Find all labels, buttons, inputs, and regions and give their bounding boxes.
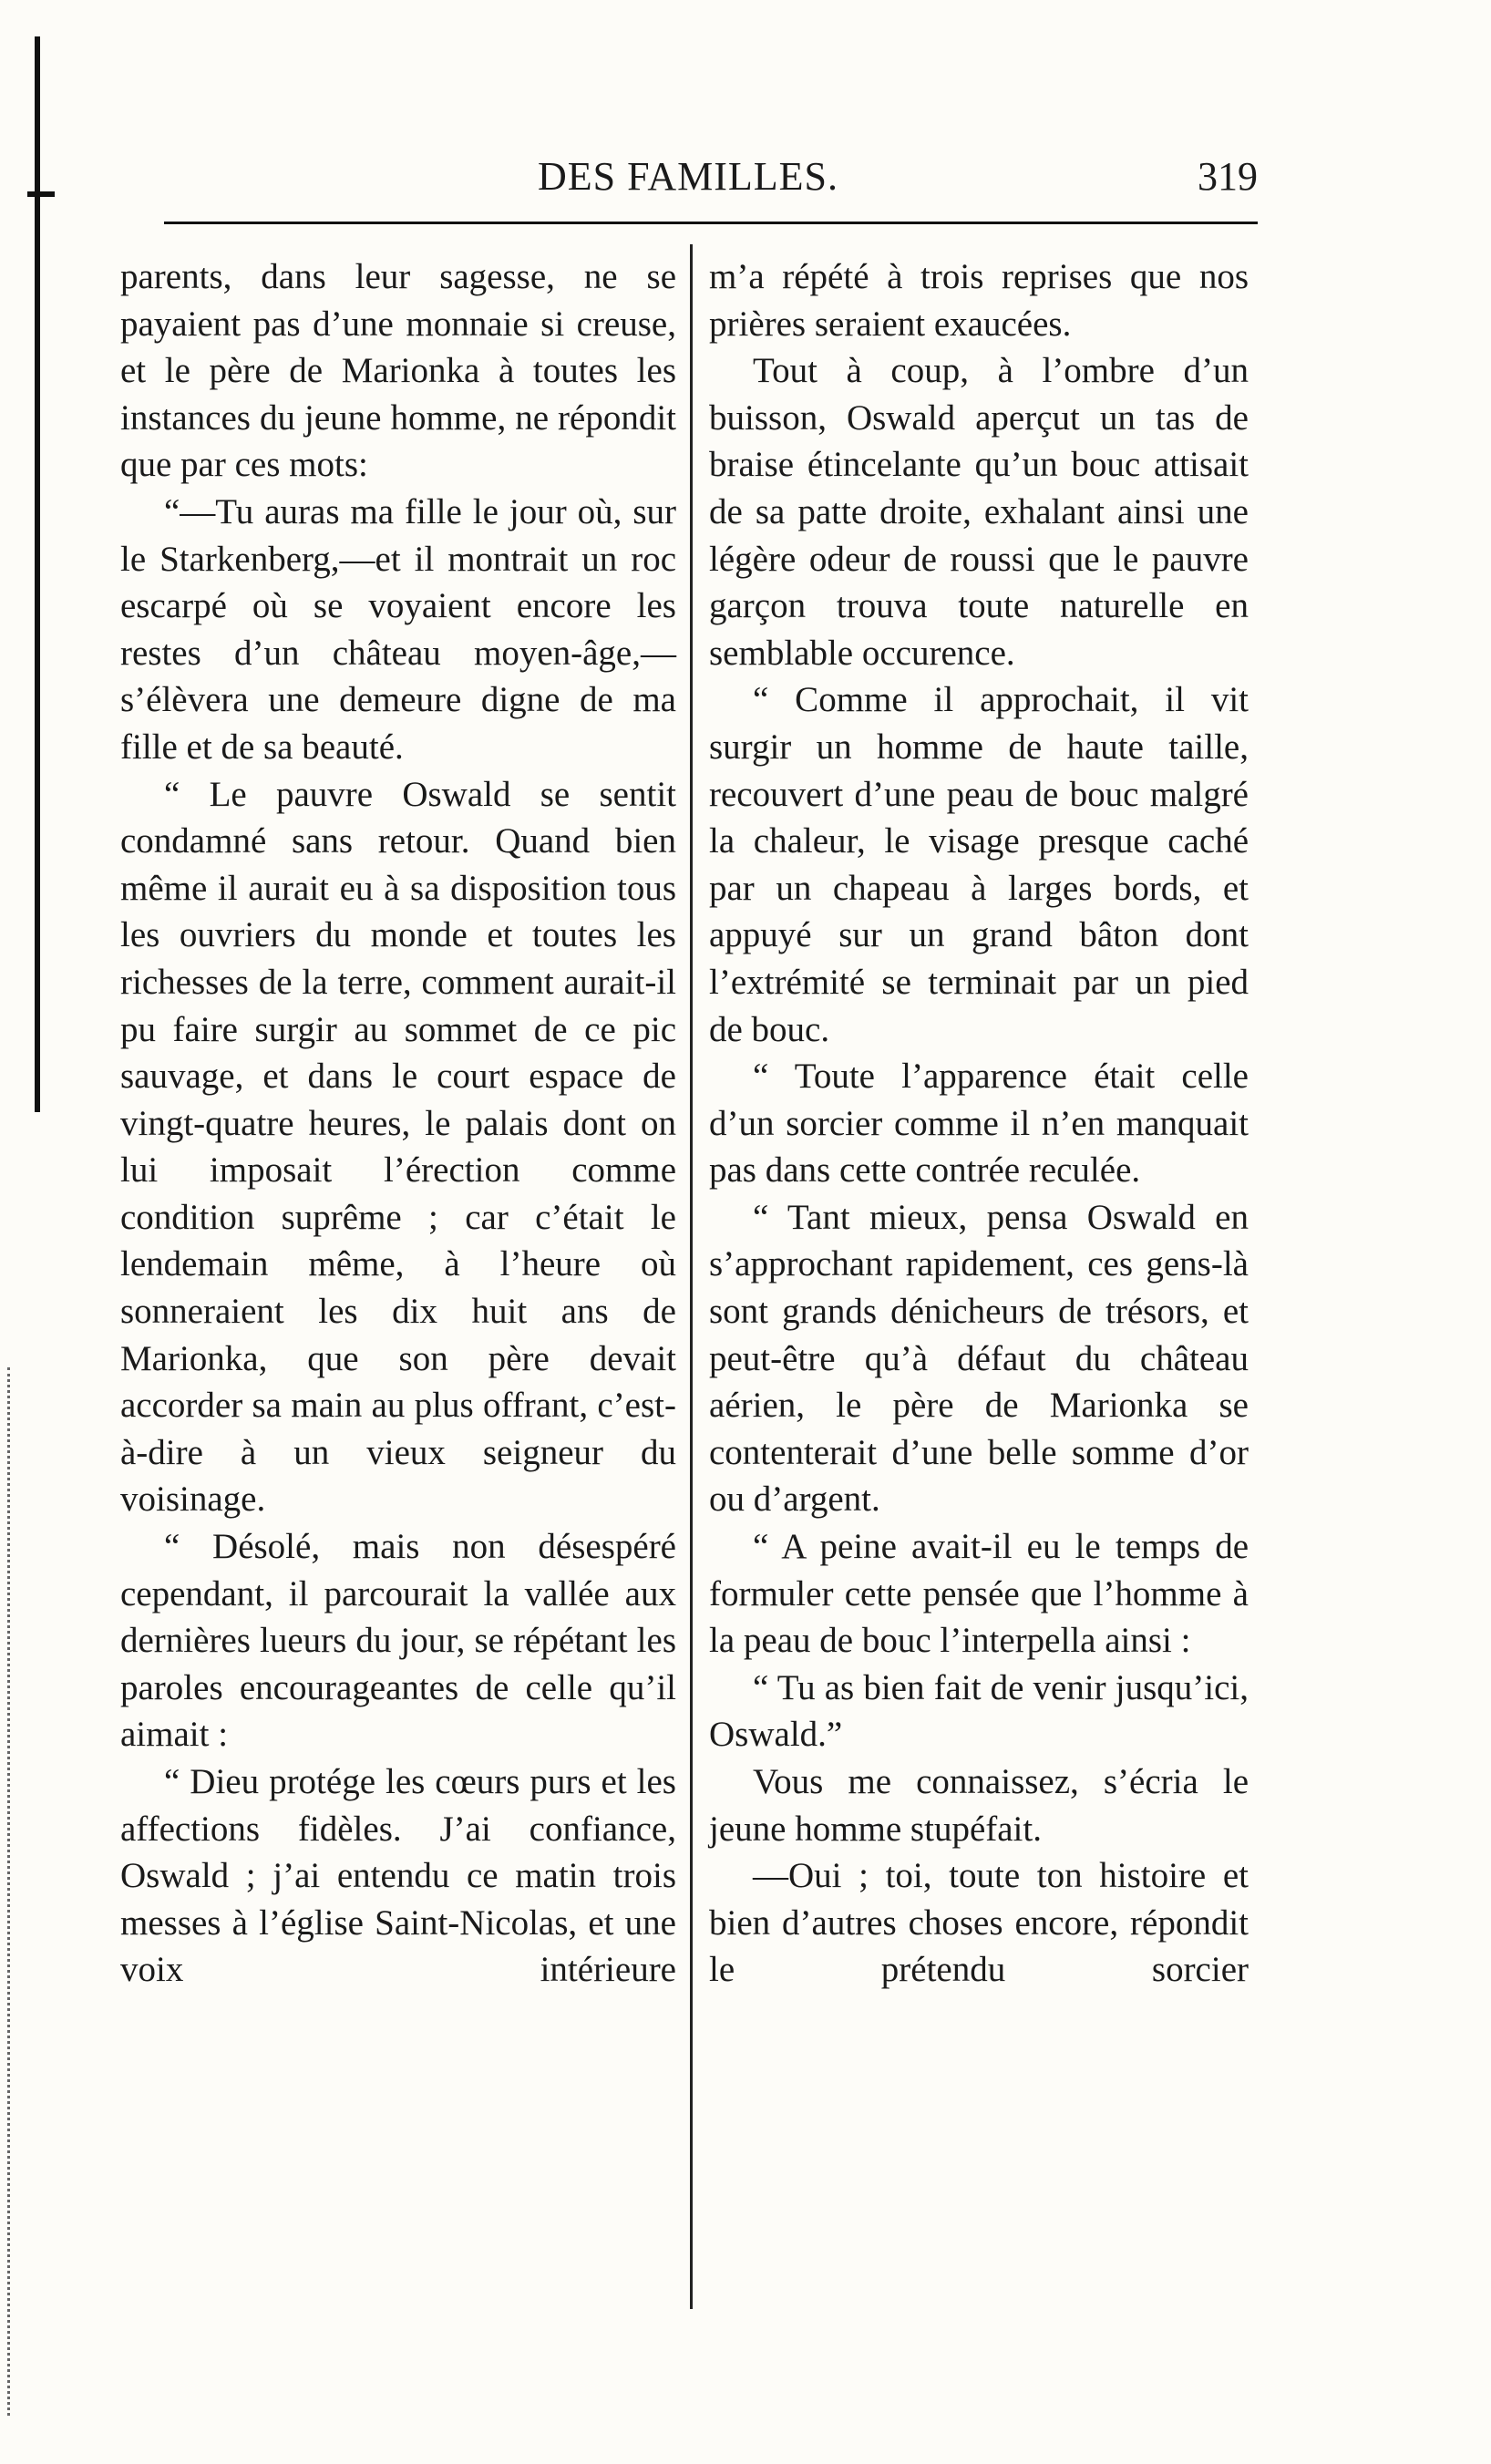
right-column — [709, 253, 1249, 1994]
paragraph: “ Dieu protége les cœurs purs et les affections fidèles. J’ai confiance, Oswald ; j’ai entendu ce matin trois messes à l’église Saint-Nicolas, et une voix intérieure — [120, 1762, 676, 1990]
column-divider — [690, 244, 693, 2309]
paragraph: “ Tant mieux, pensa Oswald en s’approchant rapidement, ces gens-là sont grands dénicheurs de trésors, et peut-être qu’à défaut du château aérien, le père de Marionka se contenterait d’une belle somme d’or ou d’argent. — [709, 1197, 1249, 1520]
page-header — [164, 153, 1258, 217]
left-column — [120, 253, 676, 1994]
running-title: DES FAMILLES. — [538, 154, 838, 199]
binding-edge-line — [35, 36, 40, 1112]
page-edge-marks — [7, 1367, 17, 2416]
paragraph: “ Tu as bien fait de venir jusqu’ici, Oswald.” — [709, 1667, 1249, 1755]
paragraph: m’a répété à trois reprises que nos prières seraient exaucées. — [709, 257, 1249, 344]
paragraph: “ Désolé, mais non désespéré cependant, il parcourait la vallée aux dernières lueurs du jour, se répétant les paroles encourageantes de celle qu’il aimait : — [120, 1527, 676, 1755]
paragraph: Vous me connaissez, s’écria le jeune homme stupéfait. — [709, 1762, 1249, 1849]
paragraph: Tout à coup, à l’ombre d’un buisson, Oswald aperçut un tas de braise étincelante qu’un bouc attisait de sa patte droite, exhalant ainsi une légère odeur de roussi que le pauvre garçon trouva toute naturelle en semblable occurence. — [709, 351, 1249, 673]
header-rule — [164, 222, 1258, 224]
paragraph: parents, dans leur sagesse, ne se payaient pas d’une monnaie si creuse, et le père de Marionka à toutes les instances du jeune homme, ne répondit que par ces mots: — [120, 257, 676, 485]
paragraph: “ A peine avait-il eu le temps de formuler cette pensée que l’homme à la peau de bouc l’interpella ainsi : — [709, 1527, 1249, 1661]
paragraph: “ Toute l’apparence était celle d’un sorcier comme il n’en manquait pas dans cette contrée reculée. — [709, 1057, 1249, 1191]
paragraph: —Oui ; toi, toute ton histoire et bien d’autres choses encore, répondit le prétendu sorcier — [709, 1856, 1249, 1990]
paragraph: “ Comme il approchait, il vit surgir un homme de haute taille, recouvert d’une peau de bouc malgré la chaleur, le visage presque caché par un chapeau à larges bords, et appuyé sur un grand bâton dont l’extrémité se terminait par un pied de bouc. — [709, 680, 1249, 1049]
page-number: 319 — [1198, 154, 1258, 199]
paragraph: “—Tu auras ma fille le jour où, sur le Starkenberg,—et il montrait un roc escarpé où se voyaient encore les restes d’un château moyen-âge,—s’élèvera une demeure digne de ma fille et de sa beauté. — [120, 491, 676, 767]
binding-edge-tick — [27, 191, 55, 197]
paragraph: “ Le pauvre Oswald se sentit condamné sans retour. Quand bien même il aurait eu à sa disposition tous les ouvriers du monde et toutes les richesses de la terre, comment aurait-il pu faire surgir au sommet de ce pic sauvage, et dans le court espace de vingt-quatre heures, le palais dont on lui imposait l’érection comme condition suprême ; car c’était le lendemain même, à l’heure où sonneraient les dix huit ans de Marionka, que son père devait accorder sa main au plus offrant, c’est-à-dire à un vieux seigneur du voisinage. — [120, 774, 676, 1520]
